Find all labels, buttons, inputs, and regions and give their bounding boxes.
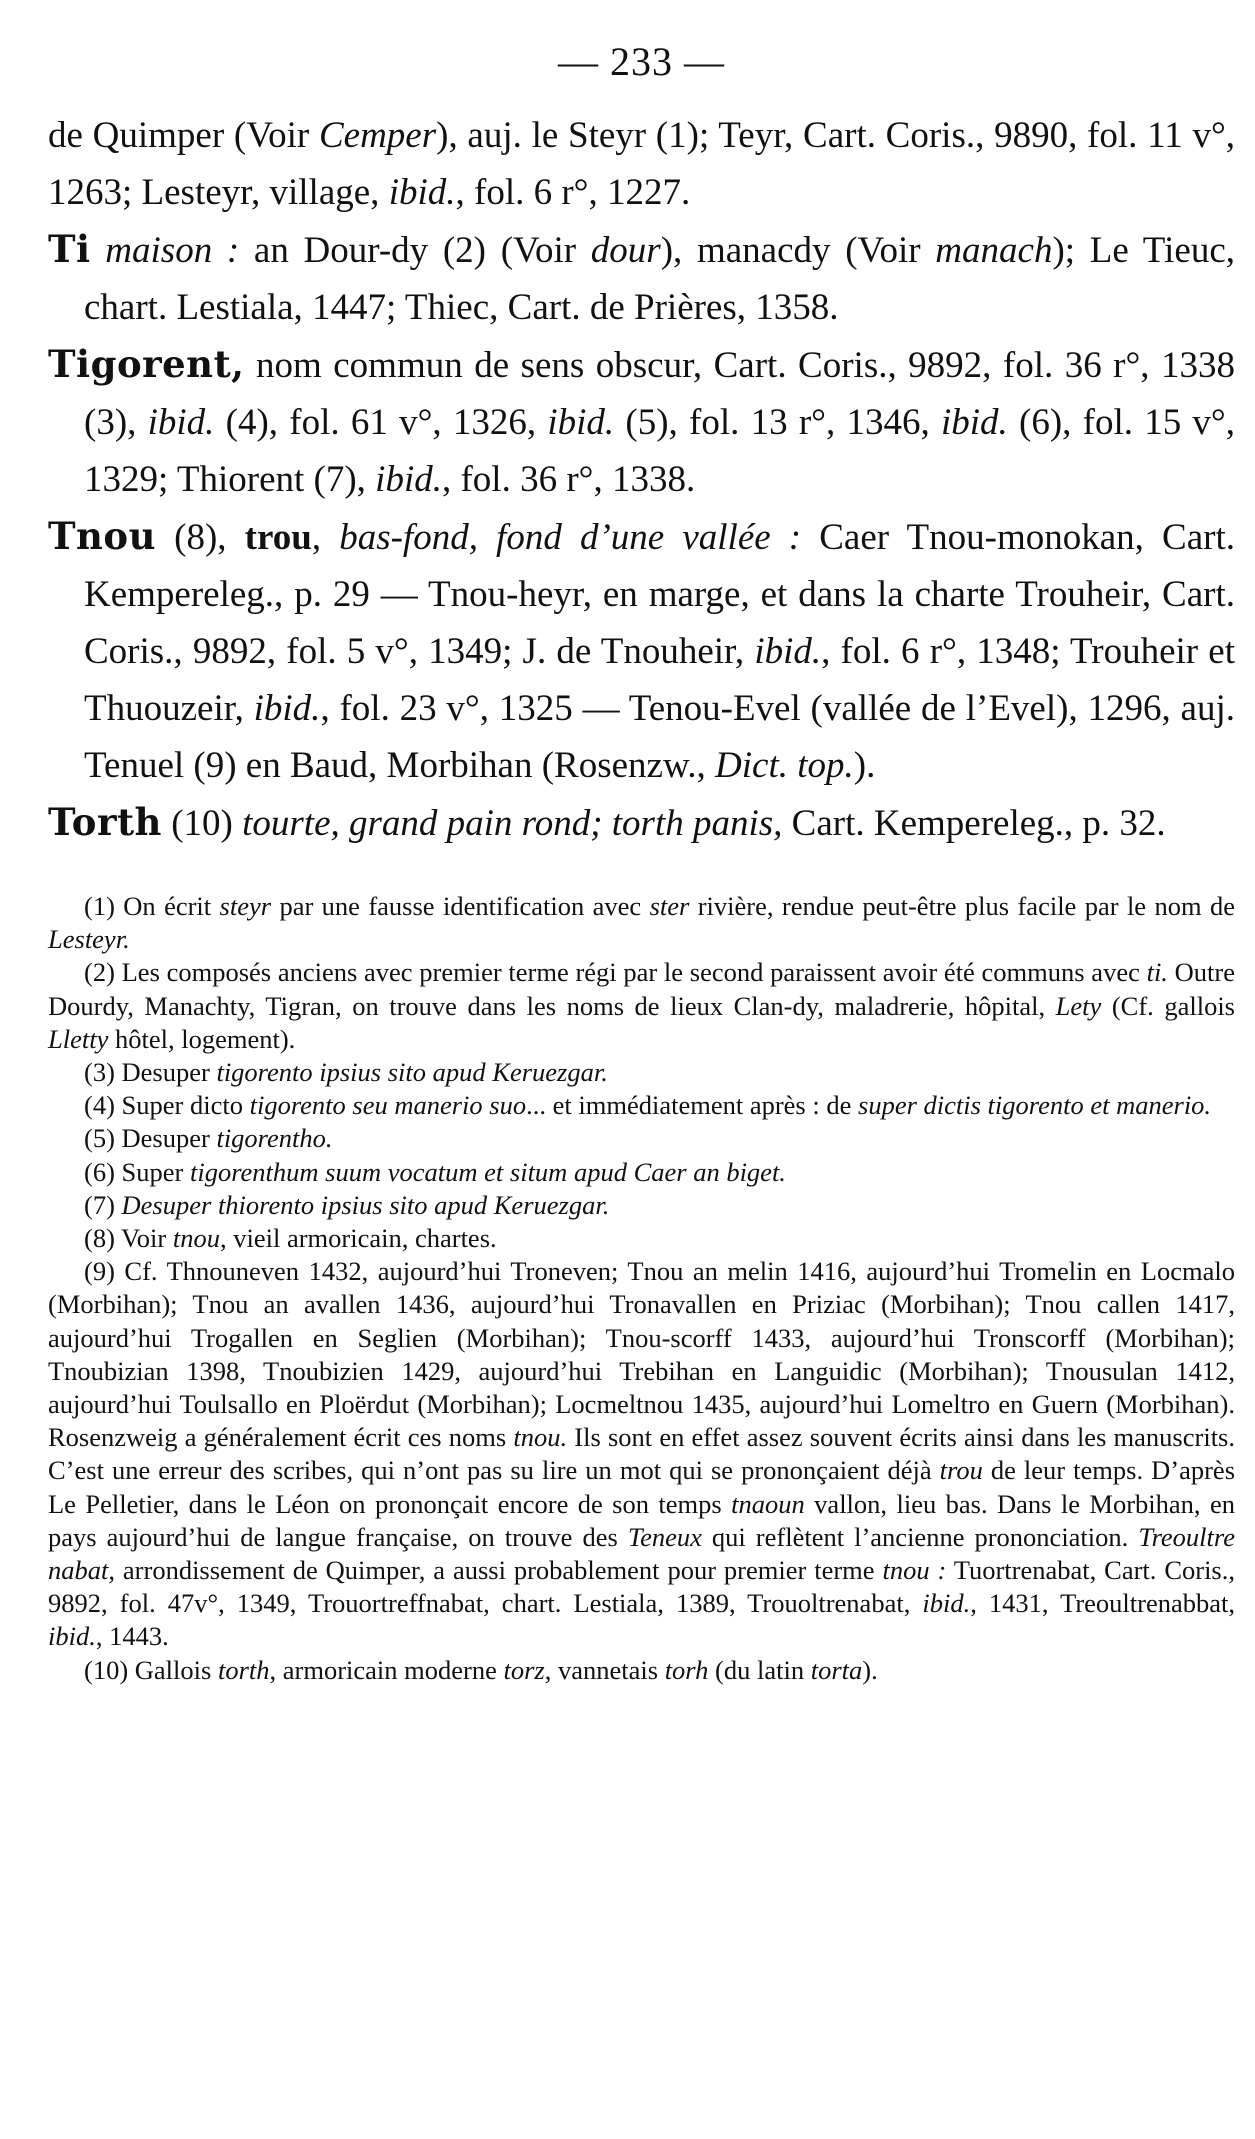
footnote-6: (6) Super tigorenthum suum vocatum et situm apud Caer an biget. (84, 1156, 786, 1187)
entry-head: Torth (48, 800, 162, 844)
footnote-2: (2) Les composés anciens avec premier terme régi par le second paraissent avoir été communs avec ti. Outre Dourdy, Manachty, Tigran, on trouve dans les noms de lieux Clan-dy, maladrerie, hôpital, Lety (Cf. gallois Lletty hôtel, logement). (48, 957, 1235, 1054)
main-text (48, 106, 1235, 852)
footnote-8: (8) Voir tnou, vieil armoricain, chartes. (84, 1223, 497, 1254)
entry-ti (48, 221, 1235, 336)
entry-body: de Quimper (Voir Cemper), auj. le Steyr (1); Teyr, Cart. Coris., 9890, fol. 11 v°, 1263; Lesteyr, village, ibid., fol. 6 r°, 1227. (48, 115, 1235, 213)
footnote-9: (9) Cf. Thnouneven 1432, aujourd’hui Troneven; Tnou an melin 1416, aujourd’hui Tromelin en Locmalo (Morbihan); Tnou an avallen 1436, aujourd’hui Tronavallen en Priziac (Morbihan); Tnou callen 1417, aujourd’hui Trogallen en Seglien (Morbihan); Tnou-scorff 1433, aujourd’hui Tronscorff (Morbihan); Tnoubizian 1398, Tnoubizien 1429, aujourd’hui Trebihan en Languidic (Morbihan); Tnousulan 1412, aujourd’hui Toulsallo en Ploërdut (Morbihan); Locmeltnou 1435, aujourd’hui Lomeltro en Guern (Morbihan). Rosenzweig a généralement écrit ces noms tnou. Ils sont en effet assez souvent écrits ainsi dans les manuscrits. C’est une erreur des scribes, qui n’ont pas su lire un mot qui se prononçaient déjà trou de leur temps. D’après Le Pelletier, dans le Léon on prononçait encore de son temps tnaoun vallon, lieu bas. Dans le Morbihan, en pays aujourd’hui de langue française, on trouve des Teneux qui reflètent l’ancienne prononciation. Treoultre nabat, arrondissement de Quimper, a aussi probablement pour premier terme tnou : Tuortrenabat, Cart. Coris., 9892, fol. 47v°, 1349, Trouortreffnabat, chart. Lestiala, 1389, Trouoltrenabat, ibid., 1431, Treoultrenabbat, ibid., 1443. (48, 1256, 1236, 1652)
entry-tnou (48, 508, 1235, 794)
page-number: — 233 — (558, 39, 725, 84)
footnote-5: (5) Desuper tigorentho. (84, 1123, 333, 1154)
entry-body: (10) tourte, grand pain rond; torth panis, Cart. Kempereleg., p. 32. (161, 803, 1166, 844)
footnote-10: (10) Gallois torth, armoricain moderne torz, vannetais torh (du latin torta). (84, 1654, 878, 1685)
footnote-1: (1) On écrit steyr par une fausse identification avec ster rivière, rendue peut-être plus facile par le nom de Lesteyr. (48, 891, 1235, 955)
footnote-3: (3) Desuper tigorento ipsius sito apud Keruezgar. (84, 1057, 608, 1088)
entry-body: maison : an Dour-dy (2) (Voir dour), manacdy (Voir manach); Le Tieuc, chart. Lestiala, 1447; Thiec, Cart. de Prières, 1358. (84, 230, 1235, 328)
entry-head: Ti (48, 227, 91, 271)
footnote-4: (4) Super dicto tigorento seu manerio suo... et immédiatement après : de super dictis tigorento et manerio. (84, 1090, 1212, 1121)
entry-torth (48, 794, 1235, 852)
entry-steyr (48, 106, 1235, 221)
entry-head: Tigorent, (48, 342, 245, 386)
entry-tigorent (48, 336, 1235, 508)
footnotes (48, 890, 1235, 1687)
footnote-7: (7) Desuper thiorento ipsius sito apud Keruezgar. (84, 1189, 610, 1220)
entry-body: (8), trou, bas-fond, fond d’une vallée : Caer Tnou-monokan, Cart. Kempereleg., p. 29 — Tnou-heyr, en marge, et dans la charte Trouheir, Cart. Coris., 9892, fol. 5 v°, 1349; J. de Tnouheir, ibid., fol. 6 r°, 1348; Trouheir et Thuouzeir, ibid., fol. 23 v°, 1325 — Tenou-Evel (vallée de l’Evel), 1296, auj. Tenuel (9) en Baud, Morbihan (Rosenzw., Dict. top.). (84, 517, 1235, 786)
entry-body: nom commun de sens obscur, Cart. Coris., 9892, fol. 36 r°, 1338 (3), ibid. (4), fol. 61 v°, 1326, ibid. (5), fol. 13 r°, 1346, ibid. (6), fol. 15 v°, 1329; Thiorent (7), ibid., fol. 36 r°, 1338. (84, 345, 1235, 500)
entry-head: Tnou (48, 514, 157, 558)
